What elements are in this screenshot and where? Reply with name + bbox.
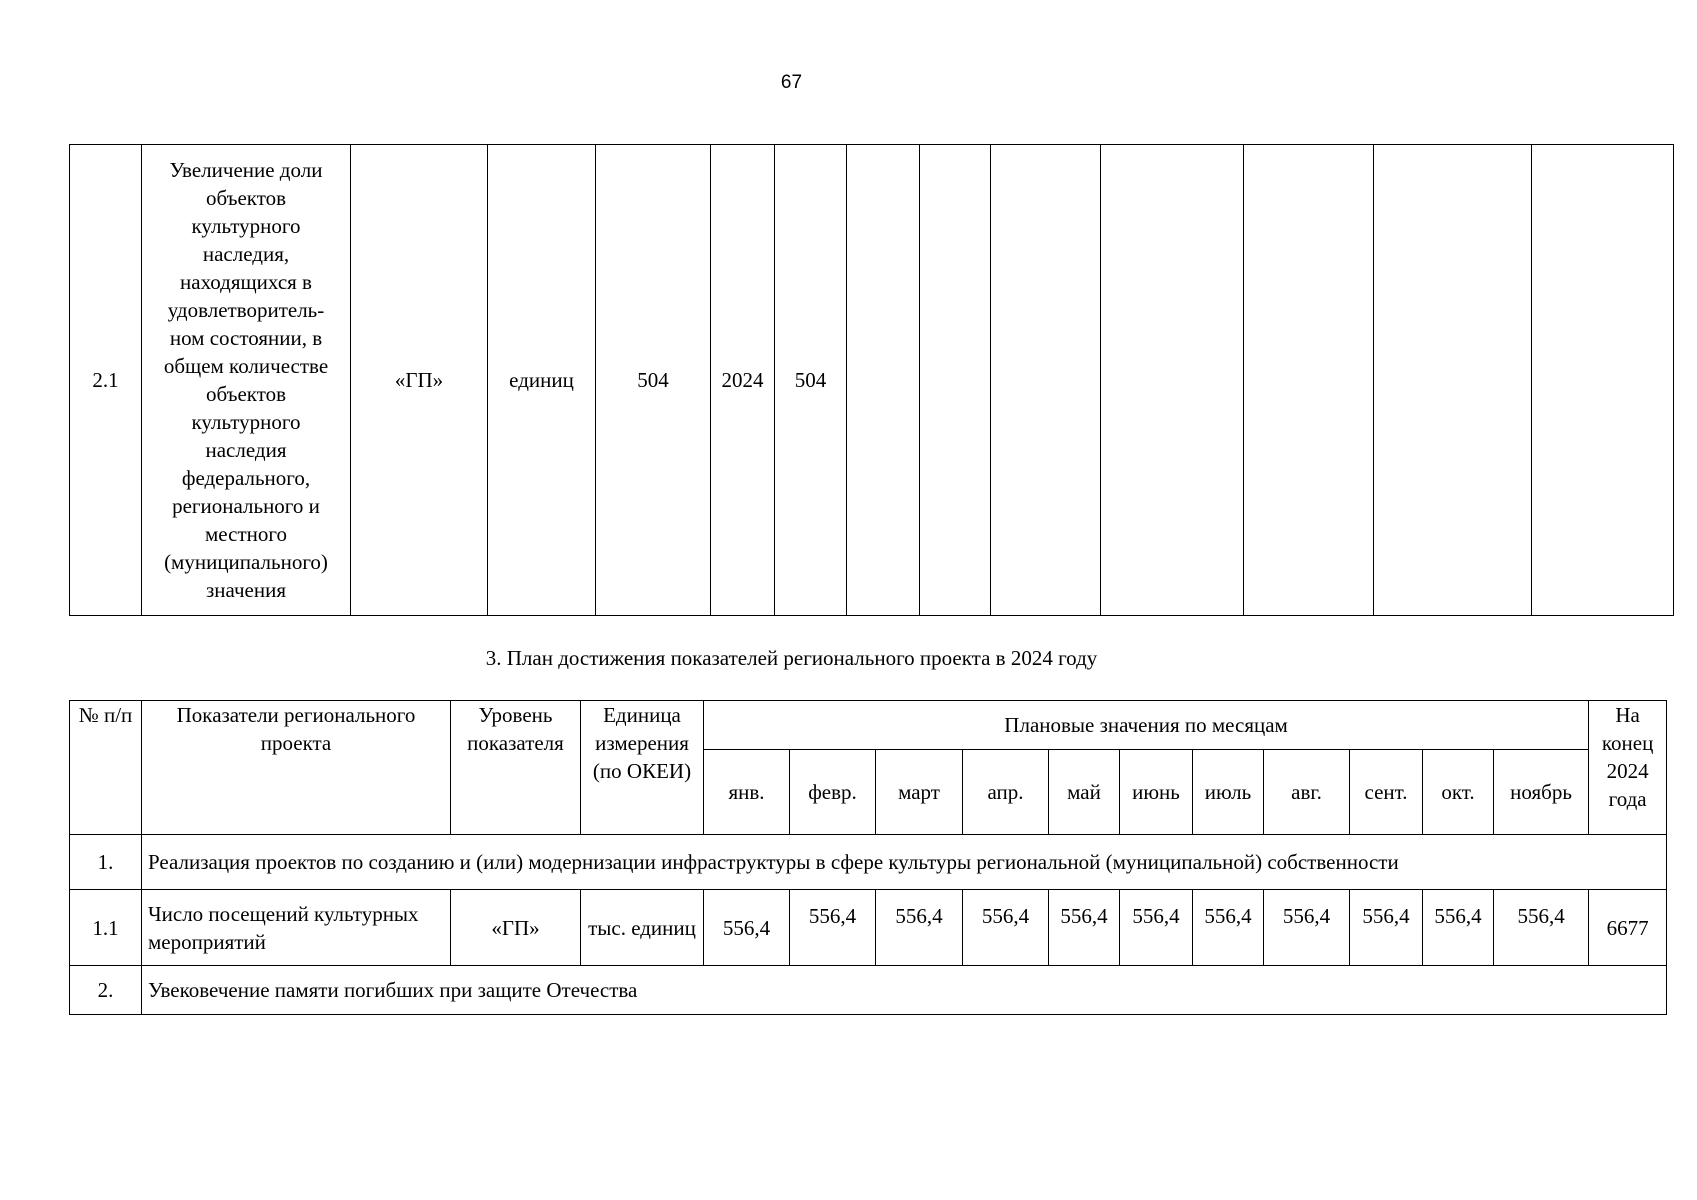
- monthly-value-text: 556,4: [895, 903, 943, 928]
- indicator-name: Число посещений культурных мероприятий: [142, 890, 451, 966]
- year-end-value: 6677: [1589, 890, 1667, 966]
- table-row: [70, 145, 1674, 616]
- indicator-line: местного: [205, 522, 287, 546]
- month-header: сент.: [1350, 750, 1423, 835]
- base-value: 504: [596, 145, 711, 616]
- month-header: июль: [1193, 750, 1264, 835]
- header-row: [70, 701, 1667, 750]
- indicator-line: наследия: [205, 438, 287, 462]
- monthly-value-text: 556,4: [1204, 903, 1252, 928]
- row-number: 2.1: [70, 145, 142, 616]
- month-header: авг.: [1264, 750, 1350, 835]
- monthly-value: 556,4: [704, 890, 790, 966]
- base-year: 2024: [711, 145, 775, 616]
- indicator-description: [142, 145, 351, 616]
- monthly-value: [1120, 890, 1193, 966]
- indicator-line: федерального,: [181, 466, 311, 490]
- section-heading: Реализация проектов по созданию и (или) модернизации инфраструктуры в сфере культуры региональной (муниципальной) собственности: [142, 835, 1667, 890]
- monthly-value-text: 556,4: [1434, 903, 1482, 928]
- monthly-value-text: 556,4: [1282, 903, 1331, 928]
- section-row: [70, 835, 1667, 890]
- indicator-line: наследия,: [202, 242, 290, 266]
- unit-of-measure: тыс. единиц: [581, 890, 704, 966]
- empty-cell: [1374, 145, 1532, 616]
- monthly-value-text: 556,4: [1132, 903, 1180, 928]
- month-header: апр.: [963, 750, 1049, 835]
- indicator-line: удовлетворитель-: [167, 298, 325, 322]
- monthly-value: [876, 890, 963, 966]
- month-header: июнь: [1120, 750, 1193, 835]
- empty-cell: [1101, 145, 1244, 616]
- indicator-line: регионального и: [172, 494, 320, 518]
- row-number: 1.1: [70, 890, 142, 966]
- indicator-line: общем количестве: [163, 354, 329, 378]
- table-row: [70, 890, 1667, 966]
- month-header: март: [876, 750, 963, 835]
- indicators-table-continued: [69, 144, 1674, 616]
- section-heading: Увековечение памяти погибших при защите Отечества: [142, 966, 1667, 1015]
- header-num: № п/п: [70, 701, 142, 835]
- unit-of-measure: единиц: [488, 145, 596, 616]
- empty-cell: [920, 145, 991, 616]
- indicator-level: «ГП»: [451, 890, 581, 966]
- empty-cell: [1244, 145, 1374, 616]
- indicator-line: значения: [205, 578, 287, 602]
- monthly-value: [1350, 890, 1423, 966]
- header-planned-values: Плановые значения по месяцам: [704, 701, 1589, 750]
- header-indicator: Показатели регионального проекта: [142, 701, 451, 835]
- empty-cell: [1532, 145, 1674, 616]
- indicator-line: культурного: [191, 214, 301, 238]
- indicator-line: объектов: [205, 186, 287, 210]
- row-number: 2.: [70, 966, 142, 1015]
- month-header: май: [1049, 750, 1120, 835]
- indicator-line: (муниципального): [164, 550, 328, 574]
- month-header: окт.: [1423, 750, 1494, 835]
- monthly-value-text: 556,4: [1060, 903, 1108, 928]
- header-level: Уровень показателя: [451, 701, 581, 835]
- page-number: 67: [780, 72, 803, 93]
- indicator-line: ном состоянии, в: [169, 326, 323, 350]
- indicator-line: находящихся в: [180, 270, 312, 294]
- month-header: янв.: [704, 750, 790, 835]
- monthly-value: [1423, 890, 1494, 966]
- month-header: февр.: [790, 750, 876, 835]
- monthly-value-text: 556,4: [1362, 903, 1410, 928]
- target-value: 504: [775, 145, 847, 616]
- header-year-end: На конец 2024 года: [1589, 701, 1667, 835]
- monthly-value: [1494, 890, 1589, 966]
- row-number: 1.: [70, 835, 142, 890]
- empty-cell: [847, 145, 920, 616]
- monthly-value: [1264, 890, 1350, 966]
- header-unit: Единица измерения (по ОКЕИ): [581, 701, 704, 835]
- indicator-line: Увеличение доли: [169, 158, 323, 182]
- indicator-level: «ГП»: [351, 145, 488, 616]
- monthly-value: [790, 890, 876, 966]
- plan-table: [69, 700, 1667, 1015]
- monthly-value: [963, 890, 1049, 966]
- section-title: 3. План достижения показателей регионального проекта в 2024 году: [485, 646, 1098, 670]
- monthly-value: [1049, 890, 1120, 966]
- indicator-line: объектов: [205, 382, 287, 406]
- empty-cell: [991, 145, 1101, 616]
- monthly-value-text: 556,4: [981, 903, 1030, 928]
- section-row: [70, 966, 1667, 1015]
- indicator-line: культурного: [191, 410, 301, 434]
- monthly-value-text: 556,4: [808, 903, 857, 928]
- indicator-lines: [144, 156, 348, 604]
- month-header: ноябрь: [1494, 750, 1589, 835]
- monthly-value: [1193, 890, 1264, 966]
- monthly-value-text: 556,4: [1517, 903, 1565, 928]
